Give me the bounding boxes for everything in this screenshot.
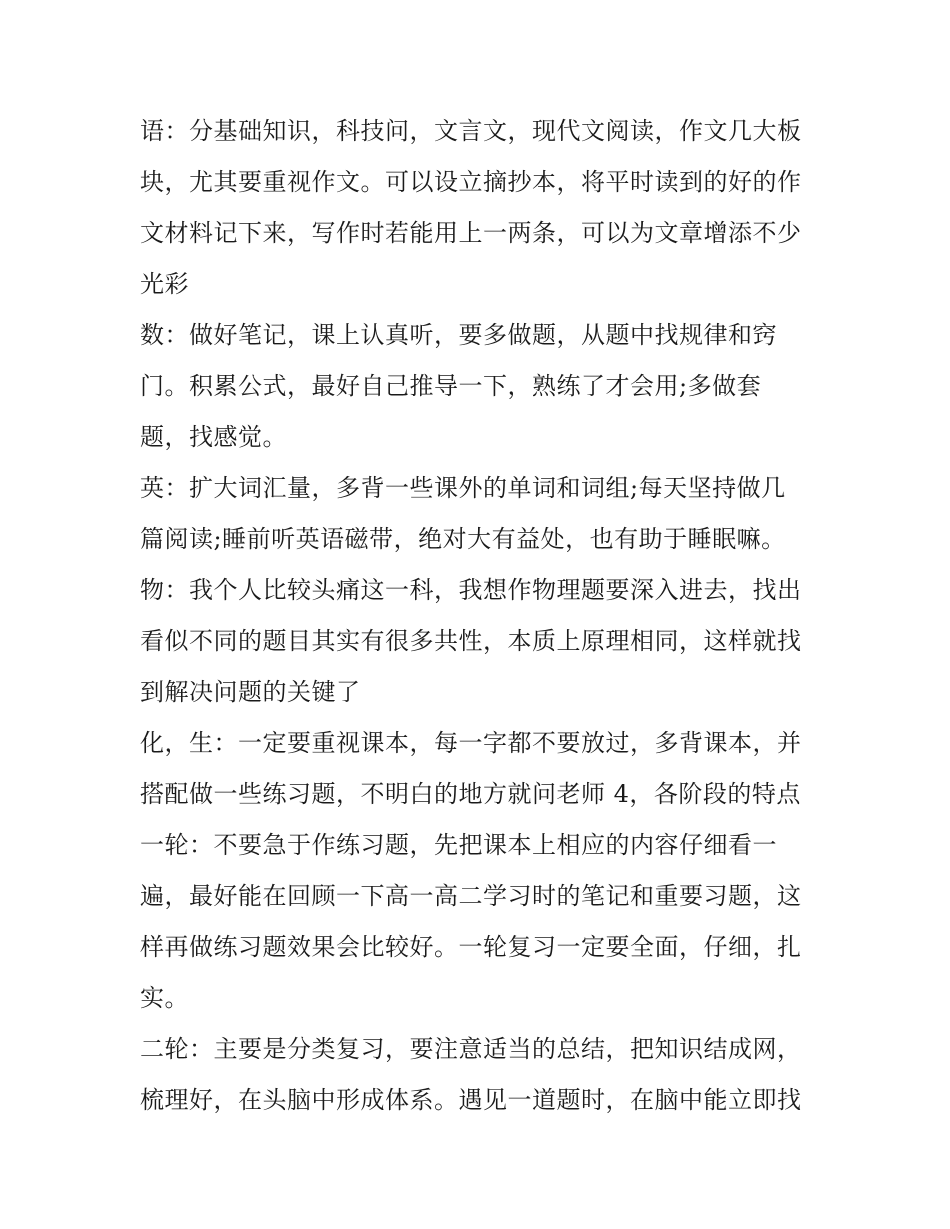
text-line: 样再做练习题效果会比较好。一轮复习一定要全面，仔细，扎 xyxy=(140,933,802,961)
text-line: 篇阅读;睡前听英语磁带，绝对大有益处，也有助于睡眠嘛。 xyxy=(140,525,786,553)
text-line: 搭配做一些练习题，不明白的地方就问老师 4，各阶段的特点 xyxy=(140,780,801,808)
text-line: 物：我个人比较头痛这一科，我想作物理题要深入进去，找出 xyxy=(140,576,802,604)
text-line: 梳理好，在头脑中形成体系。遇见一道题时，在脑中能立即找 xyxy=(140,1086,802,1114)
text-line: 块，尤其要重视作文。可以设立摘抄本，将平时读到的好的作 xyxy=(140,168,802,196)
text-line: 英：扩大词汇量，多背一些课外的单词和词组;每天坚持做几 xyxy=(140,474,786,502)
text-line: 题，找感觉。 xyxy=(140,423,287,451)
text-line: 文材料记下来，写作时若能用上一两条，可以为文章增添不少 xyxy=(140,219,802,247)
document-body xyxy=(140,106,820,1126)
text-line: 光彩 xyxy=(140,270,189,298)
text-line: 遍，最好能在回顾一下高一高二学习时的笔记和重要习题，这 xyxy=(140,882,802,910)
text-line: 看似不同的题目其实有很多共性，本质上原理相同，这样就找 xyxy=(140,627,802,655)
text-line: 数：做好笔记，课上认真听，要多做题，从题中找规律和窍 xyxy=(140,321,777,349)
text-line: 语：分基础知识，科技问，文言文，现代文阅读，作文几大板 xyxy=(140,117,802,145)
text-line: 二轮：主要是分类复习，要注意适当的总结，把知识结成网， xyxy=(140,1035,802,1063)
text-line: 化，生：一定要重视课本，每一字都不要放过，多背课本，并 xyxy=(140,729,802,757)
text-line: 到解决问题的关键了 xyxy=(140,678,361,706)
text-line: 实。 xyxy=(140,984,189,1012)
text-line: 门。积累公式，最好自己推导一下，熟练了才会用;多做套 xyxy=(140,372,762,400)
text-line: 一轮：不要急于作练习题，先把课本上相应的内容仔细看一 xyxy=(140,831,777,859)
